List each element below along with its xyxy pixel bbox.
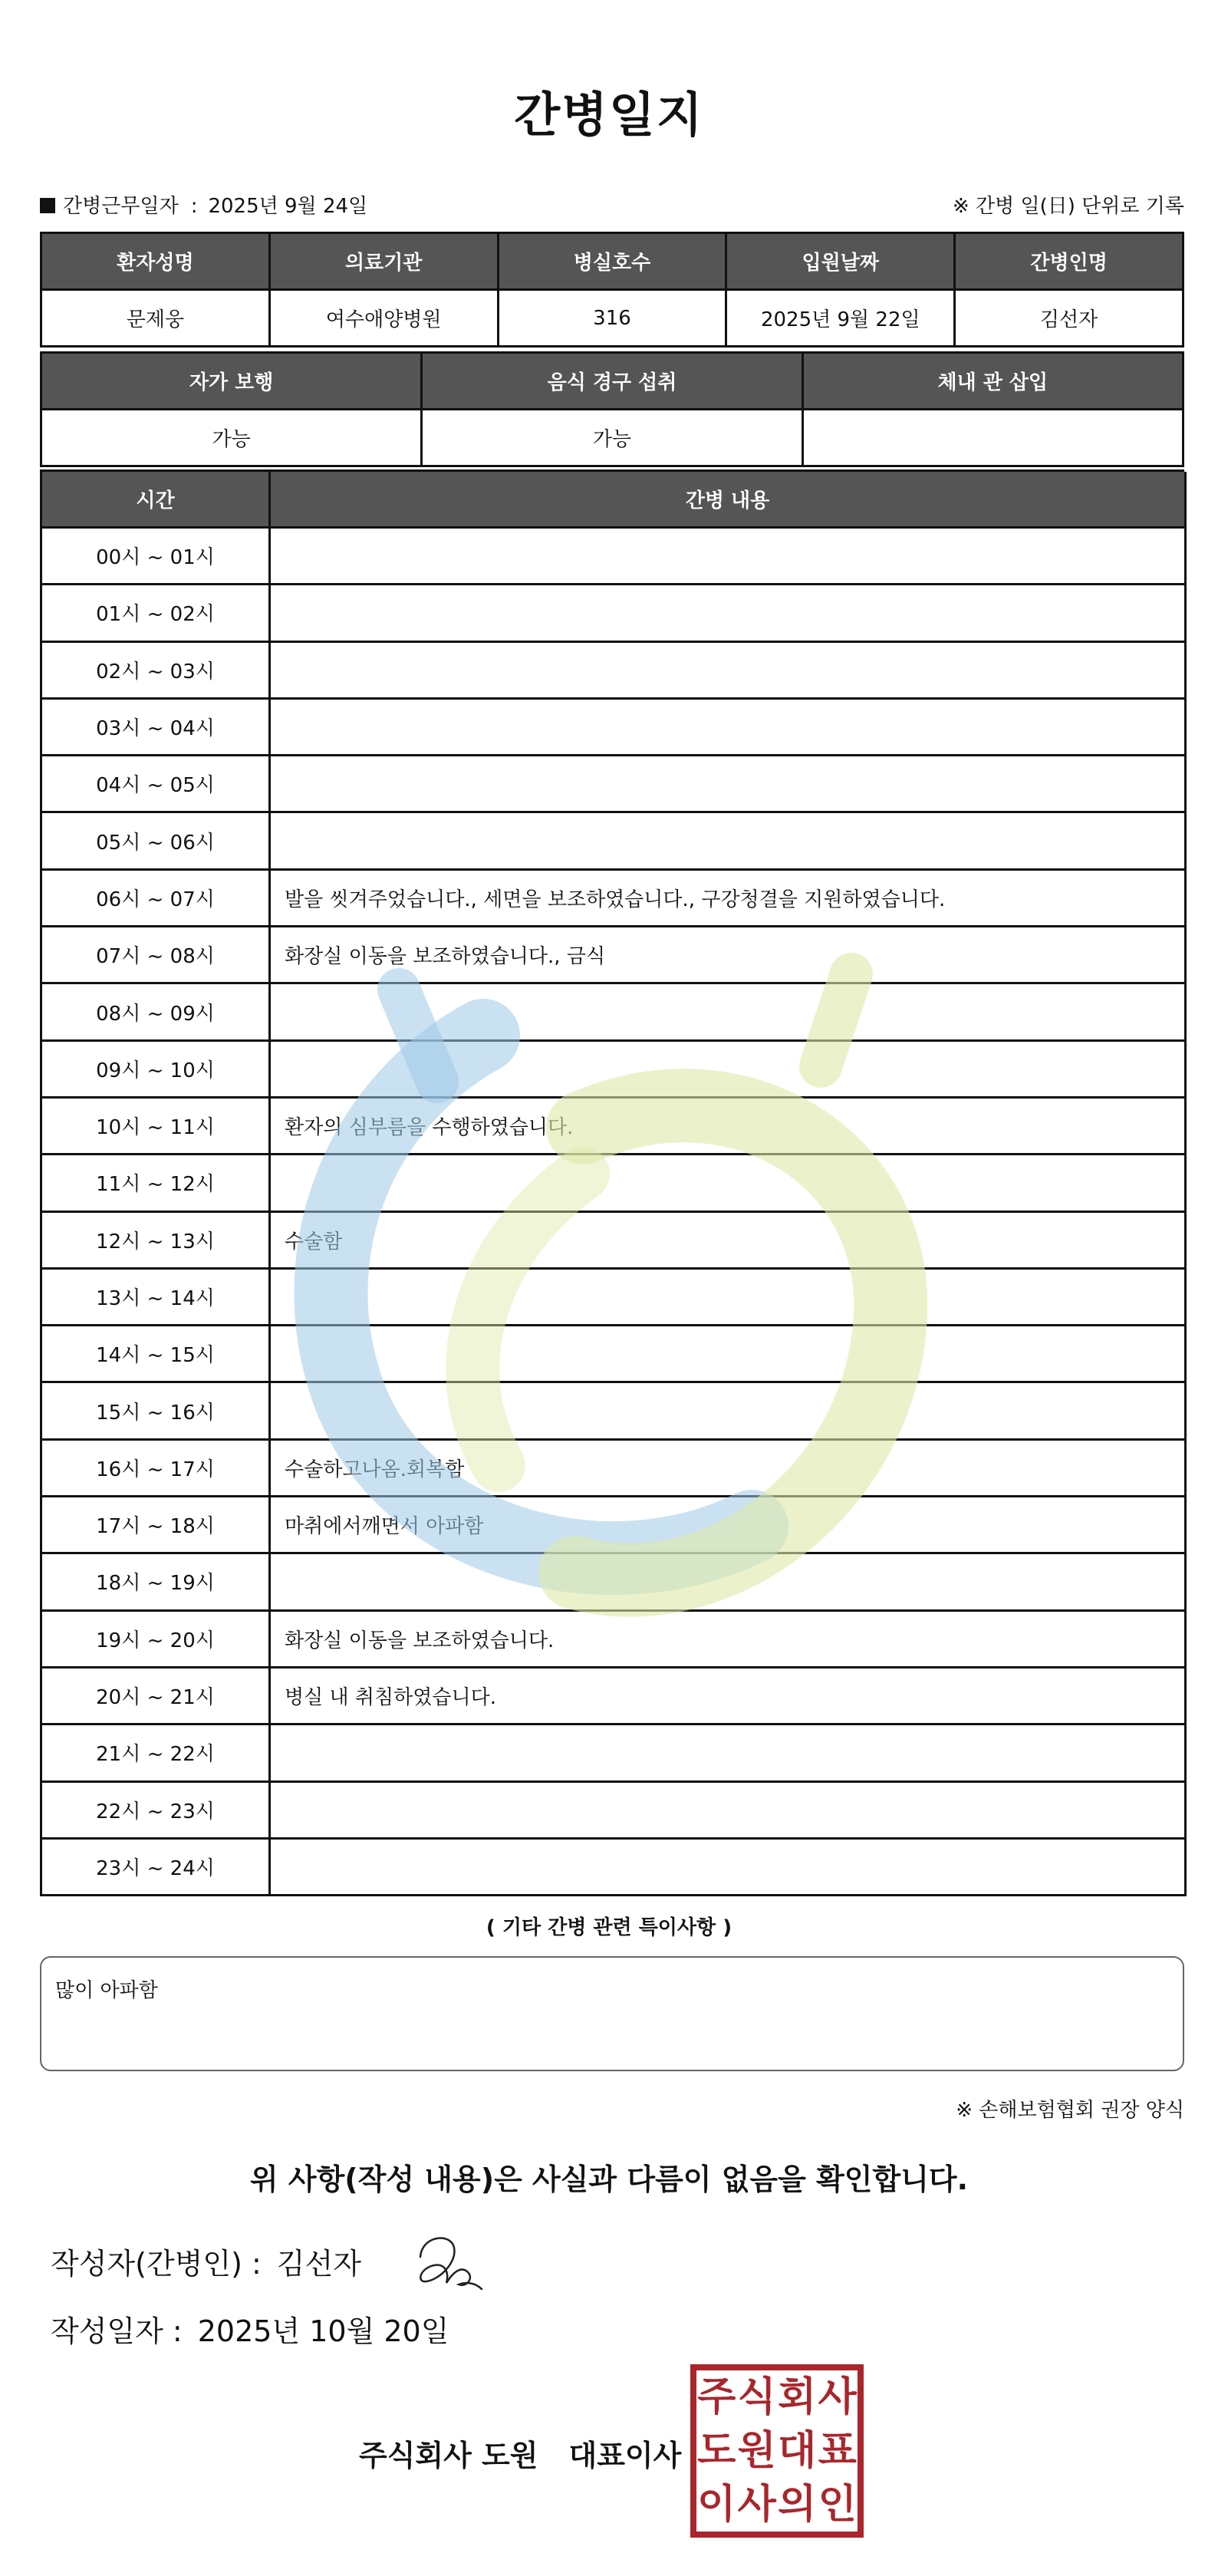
care-content-cell: 수술하고나옴.회복함 xyxy=(271,1441,1187,1497)
seal-character: 도 xyxy=(697,2427,736,2474)
care-time-cell: 15시 ~ 16시 xyxy=(42,1383,271,1440)
hospital-value: 여수애양병원 xyxy=(271,291,499,348)
care-content-cell xyxy=(271,700,1187,756)
patient-info-table xyxy=(40,232,1184,348)
written-date-label: 작성일자 : xyxy=(51,2314,183,2348)
care-time-cell: 20시 ~ 21시 xyxy=(42,1668,271,1725)
care-time-cell: 14시 ~ 15시 xyxy=(42,1326,271,1383)
care-content-cell: 화장실 이동을 보조하였습니다. xyxy=(271,1612,1187,1668)
care-time-cell: 07시 ~ 08시 xyxy=(42,927,271,984)
care-time-cell: 23시 ~ 24시 xyxy=(42,1840,271,1896)
confirmation-statement: 위 사항(작성 내용)은 사실과 다름이 없음을 확인합니다. xyxy=(249,2163,969,2196)
time-header: 시간 xyxy=(42,472,271,529)
care-content-cell xyxy=(271,1383,1187,1440)
care-time-cell: 01시 ~ 02시 xyxy=(42,585,271,642)
care-time-cell: 21시 ~ 22시 xyxy=(42,1725,271,1782)
patient-name-value: 문제웅 xyxy=(42,291,271,348)
care-content-cell xyxy=(271,529,1187,585)
care-content-cell xyxy=(271,585,1187,642)
company-seal-stamp xyxy=(690,2364,864,2538)
care-content-cell: 화장실 이동을 보조하였습니다., 금식 xyxy=(271,927,1187,984)
written-date-value: 2025년 10월 20일 xyxy=(197,2314,449,2348)
care-content-cell: 환자의 심부름을 수행하였습니다. xyxy=(271,1099,1187,1155)
tube-insertion-header: 체내 관 삽입 xyxy=(804,354,1184,410)
tube-insertion-value xyxy=(804,410,1184,467)
document-title: 간병일지 xyxy=(514,87,704,143)
care-time-cell: 22시 ~ 23시 xyxy=(42,1783,271,1840)
special-notes-title: ( 기타 간병 관련 특이사항 ) xyxy=(486,1916,732,1939)
work-day-colon: : xyxy=(190,195,198,218)
admission-date-value: 2025년 9월 22일 xyxy=(727,291,956,348)
work-day-line xyxy=(40,190,367,219)
seal-character: 이 xyxy=(697,2481,736,2528)
care-content-cell: 마취에서깨면서 아파함 xyxy=(271,1497,1187,1554)
admission-date-header: 입원날짜 xyxy=(727,234,956,291)
author-name: 김선자 xyxy=(276,2247,361,2281)
patient-status-table xyxy=(40,351,1184,467)
care-content-cell xyxy=(271,984,1187,1041)
care-content-cell xyxy=(271,756,1187,813)
walking-value: 가능 xyxy=(42,410,423,467)
care-time-cell: 00시 ~ 01시 xyxy=(42,529,271,585)
care-time-cell: 12시 ~ 13시 xyxy=(42,1213,271,1270)
seal-character: 표 xyxy=(818,2427,857,2474)
care-content-cell: 발을 씻겨주었습니다., 세면을 보조하였습니다., 구강청결을 지원하였습니다. xyxy=(271,871,1187,927)
care-time-cell: 13시 ~ 14시 xyxy=(42,1270,271,1326)
seal-character: 사 xyxy=(737,2481,776,2528)
care-time-cell: 03시 ~ 04시 xyxy=(42,700,271,756)
care-time-cell: 18시 ~ 19시 xyxy=(42,1554,271,1611)
caregiver-name-header: 간병인명 xyxy=(956,234,1184,291)
care-content-cell xyxy=(271,1155,1187,1212)
care-time-cell: 11시 ~ 12시 xyxy=(42,1155,271,1212)
care-time-cell: 19시 ~ 20시 xyxy=(42,1612,271,1668)
hospital-header: 의료기관 xyxy=(271,234,499,291)
care-content-cell: 병실 내 취침하였습니다. xyxy=(271,1668,1187,1725)
care-time-cell: 17시 ~ 18시 xyxy=(42,1497,271,1554)
seal-character: 원 xyxy=(737,2427,776,2474)
written-date-line xyxy=(51,2308,449,2350)
author-label: 작성자(간병인) : xyxy=(51,2247,262,2281)
care-content-cell xyxy=(271,1042,1187,1099)
oral-intake-header: 음식 경구 섭취 xyxy=(423,354,803,410)
form-note: ※ 손해보험협회 권장 양식 xyxy=(956,2099,1184,2122)
handwritten-signature xyxy=(405,2226,489,2295)
room-value: 316 xyxy=(499,291,728,348)
room-header: 병실호수 xyxy=(499,234,728,291)
walking-header: 자가 보행 xyxy=(42,354,423,410)
square-bullet-icon xyxy=(40,198,55,213)
care-content-cell xyxy=(271,813,1187,870)
unit-note: ※ 간병 일(日) 단위로 기록 xyxy=(952,195,1184,218)
company-line xyxy=(359,2432,681,2474)
seal-character: 식 xyxy=(737,2373,776,2420)
patient-name-header: 환자성명 xyxy=(42,234,271,291)
author-line xyxy=(51,2240,361,2282)
care-content-cell xyxy=(271,1270,1187,1326)
special-notes-content: 많이 아파함 xyxy=(55,1979,158,2002)
care-content-header: 간병 내용 xyxy=(271,472,1187,529)
seal-character: 회 xyxy=(778,2373,817,2420)
seal-character: 주 xyxy=(697,2373,736,2420)
seal-character: 의 xyxy=(778,2481,817,2528)
care-time-cell: 02시 ~ 03시 xyxy=(42,643,271,700)
seal-character: 인 xyxy=(818,2481,857,2528)
care-content-cell xyxy=(271,1326,1187,1383)
care-time-cell: 16시 ~ 17시 xyxy=(42,1441,271,1497)
care-time-cell: 04시 ~ 05시 xyxy=(42,756,271,813)
care-time-cell: 06시 ~ 07시 xyxy=(42,871,271,927)
representative-title: 대표이사 xyxy=(568,2439,682,2472)
care-time-cell: 08시 ~ 09시 xyxy=(42,984,271,1041)
care-content-cell xyxy=(271,1554,1187,1611)
company-name: 주식회사 도원 xyxy=(359,2439,538,2472)
care-time-cell: 10시 ~ 11시 xyxy=(42,1099,271,1155)
care-content-cell xyxy=(271,1725,1187,1782)
seal-character: 사 xyxy=(818,2373,857,2420)
care-time-cell: 05시 ~ 06시 xyxy=(42,813,271,870)
caregiver-name-value: 김선자 xyxy=(956,291,1184,348)
work-day-label: 간병근무일자 xyxy=(63,195,179,218)
care-content-cell: 수술함 xyxy=(271,1213,1187,1270)
care-log-table xyxy=(40,469,1184,1896)
special-notes-box xyxy=(40,1956,1184,2071)
oral-intake-value: 가능 xyxy=(423,410,803,467)
seal-character: 대 xyxy=(778,2427,817,2474)
care-content-cell xyxy=(271,643,1187,700)
care-content-cell xyxy=(271,1840,1187,1896)
care-content-cell xyxy=(271,1783,1187,1840)
work-day-value: 2025년 9월 24일 xyxy=(208,195,368,218)
care-time-cell: 09시 ~ 10시 xyxy=(42,1042,271,1099)
